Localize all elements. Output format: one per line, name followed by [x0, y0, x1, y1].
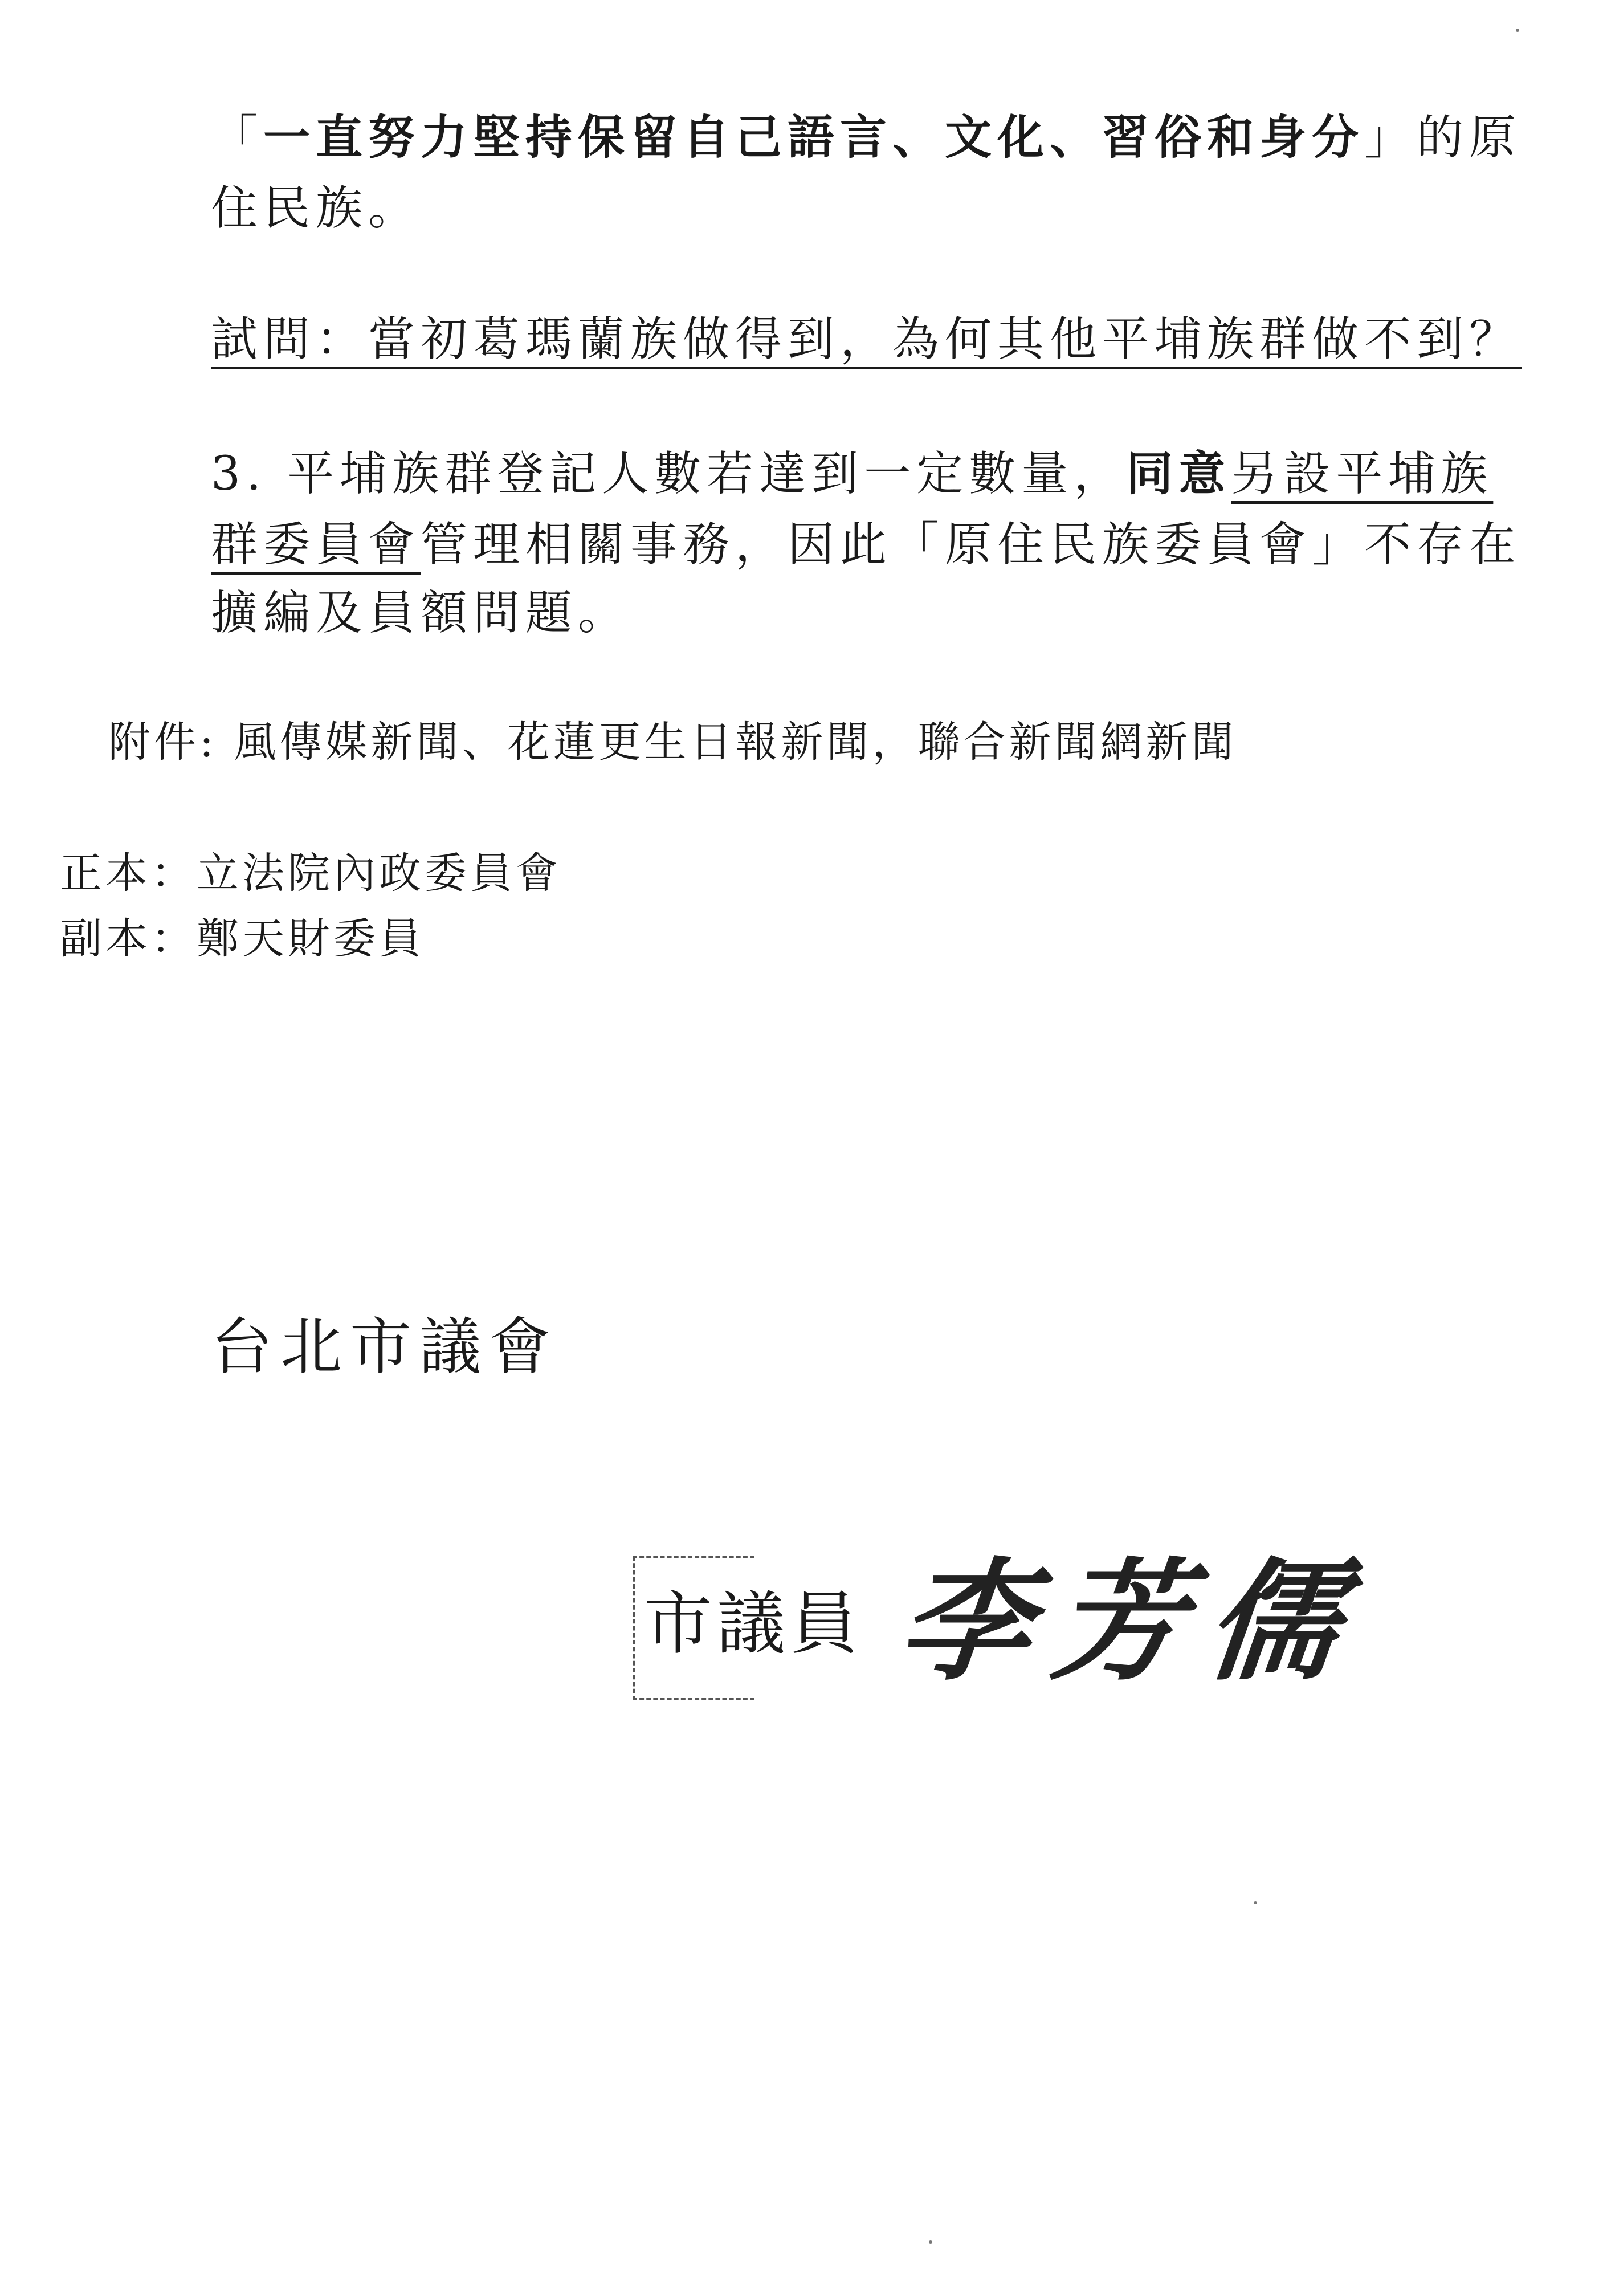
open-quote: 「 — [211, 111, 264, 165]
scan-speck — [1254, 1901, 1257, 1904]
copy-recipient: 副本：鄭天財委員 — [60, 914, 425, 963]
paragraph-1-line-2: 住民族。 — [211, 181, 421, 235]
question-line: 試問：當初葛瑪蘭族做得到，為何其他平埔族群做不到？ — [211, 312, 1522, 367]
item-3-text: 3. 平埔族群登記人數若達到一定數量， — [211, 447, 1127, 501]
item-3-underlined-1: 另設平埔族 — [1231, 447, 1494, 501]
item-3-line-3: 擴編及員額問題。 — [211, 586, 631, 640]
quote-close: 」的原 — [1364, 111, 1522, 165]
item-3-agree: 同意 — [1126, 446, 1231, 501]
item-3-line-1 — [211, 446, 1494, 501]
scan-speck — [929, 2240, 932, 2244]
scan-speck — [1516, 29, 1519, 32]
original-recipient: 正本：立法院內政委員會 — [60, 849, 561, 898]
item-3-line-2 — [211, 518, 1522, 572]
emphasized-quote: 一直努力堅持保留自己語言、文化、習俗和身分 — [263, 110, 1365, 165]
attachment-line: 附件: 風傳媒新聞、花蓮更生日報新聞，聯合新聞網新聞 — [108, 718, 1237, 767]
item-3-rest: 管理相關事務，因此「原住民族委員會」不存在 — [421, 518, 1522, 572]
council-name: 台北市議會 — [211, 1312, 559, 1383]
paragraph-1-line-1 — [211, 110, 1522, 165]
item-3-underlined-2: 群委員會 — [211, 518, 421, 572]
handwritten-signature: 李芳儒 — [892, 1545, 1370, 1699]
signature-title: 市議員 — [644, 1585, 863, 1664]
